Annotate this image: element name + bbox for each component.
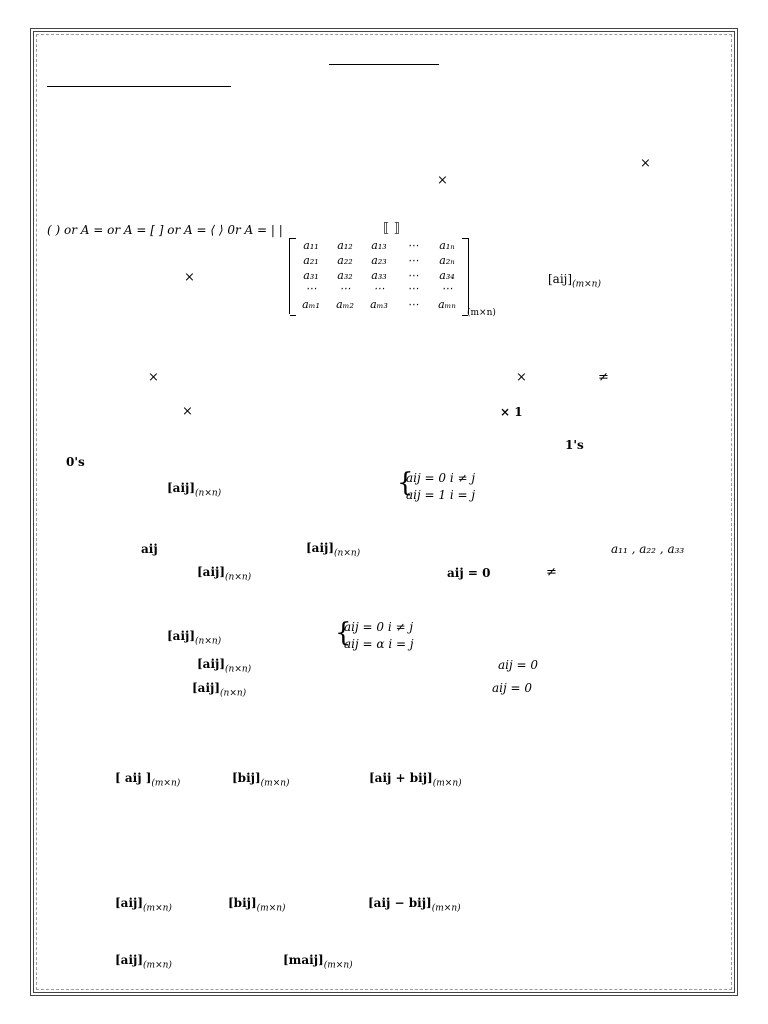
zeros-text: 0's (66, 455, 85, 469)
general-matrix (289, 238, 469, 314)
identity-matrix (167, 481, 221, 500)
mul-result: $[maij]_{(m\times n)}$ (283, 953, 353, 971)
scalar-case-2: aij = α i = j (344, 637, 414, 651)
times-symbol: × (148, 370, 159, 385)
scalar-matrix (192, 681, 246, 700)
matrix-row: ⋯ ⋯ ⋯ ⋯ ⋯ (305, 282, 453, 295)
matrix-row: a₃₁ a₃₂ a₃₃ ⋯ a₃₄ (303, 269, 455, 282)
times-symbol: × (182, 404, 193, 419)
diagonal-elements: a₁₁ , a₂₂ , a₃₃ (611, 542, 685, 556)
scalar-label: [aij] (167, 629, 196, 643)
add-matrix-a: [ aij ]$_{(m\times n)}$ (115, 771, 181, 789)
matrix-dim: (m×n) (467, 308, 496, 318)
scalar-case-1: aij = 0 i ≠ j (344, 620, 414, 634)
scalar-matrix (197, 657, 251, 676)
page-border (30, 28, 738, 996)
identity-case-2: aij = 1 i = j (406, 488, 476, 502)
add-matrix-b: $[bij]_{(m\times n)}$ (232, 771, 290, 789)
times-symbol: × (437, 173, 448, 188)
sub-matrix-a: $[aij]_{(m\times n)}$ (115, 896, 172, 914)
scalar-matrix (167, 629, 221, 648)
matrix-row: aₘ₁ aₘ₂ aₘ₃ ⋯ aₘₙ (302, 298, 456, 311)
diagonal-matrix (197, 565, 251, 584)
scalar-brace: { (335, 618, 352, 648)
compact-matrix-dim: (m×n) (572, 279, 601, 290)
mul-matrix-a: $[aij]_{(m\times n)}$ (115, 953, 172, 971)
sub-result: $[aij - bij]_{(m\times n)}$ (368, 896, 461, 914)
ones-text: 1's (565, 438, 584, 452)
identity-dim: (n×n) (195, 488, 222, 499)
identity-label: [aij] (167, 481, 196, 495)
compact-matrix-label: [aij] (548, 272, 573, 286)
scalar-dim: (n×n) (225, 664, 252, 675)
add-result: $[aij + bij]_{(m\times n)}$ (369, 771, 462, 789)
diagonal-label: [aij] (306, 541, 335, 555)
identity-brace: { (397, 468, 414, 498)
identity-case-1: aij = 0 i ≠ j (406, 471, 476, 485)
scalar-dim: (n×n) (220, 688, 247, 699)
times-symbol: × (516, 370, 527, 385)
sub-matrix-b: $[bij]_{(m\times n)}$ (228, 896, 286, 914)
times-symbol: × (640, 156, 651, 171)
heading-underline (47, 86, 231, 87)
diagonal-label: [aij] (197, 565, 226, 579)
diag-aij: aij (141, 542, 158, 556)
double-bracket: ⟦ ⟧ (383, 221, 401, 236)
zero-condition: aij = 0 (498, 658, 539, 672)
times-one: × 1 (500, 405, 523, 419)
diagonal-matrix (306, 541, 360, 560)
neq-symbol: ≠ (598, 370, 609, 385)
times-symbol: × (184, 270, 195, 285)
neq-symbol: ≠ (546, 565, 557, 580)
notation-line: ( ) or A = or A = [ ] or A = ⟨ ⟩ 0r A = | | (47, 223, 283, 237)
scalar-label: [aij] (197, 657, 226, 671)
title-underline (329, 64, 439, 65)
matrix-row: a₂₁ a₂₂ a₂₃ ⋯ a₂ₙ (303, 254, 455, 267)
scalar-label: [aij] (192, 681, 221, 695)
zero-condition: aij = 0 (447, 566, 491, 580)
scalar-dim: (n×n) (195, 636, 222, 647)
zero-condition: aij = 0 (492, 681, 533, 695)
compact-matrix (548, 272, 601, 291)
diagonal-dim: (n×n) (334, 548, 361, 559)
matrix-row: a₁₁ a₁₂ a₁₃ ⋯ a₁ₙ (303, 239, 455, 252)
diagonal-dim: (n×n) (225, 572, 252, 583)
